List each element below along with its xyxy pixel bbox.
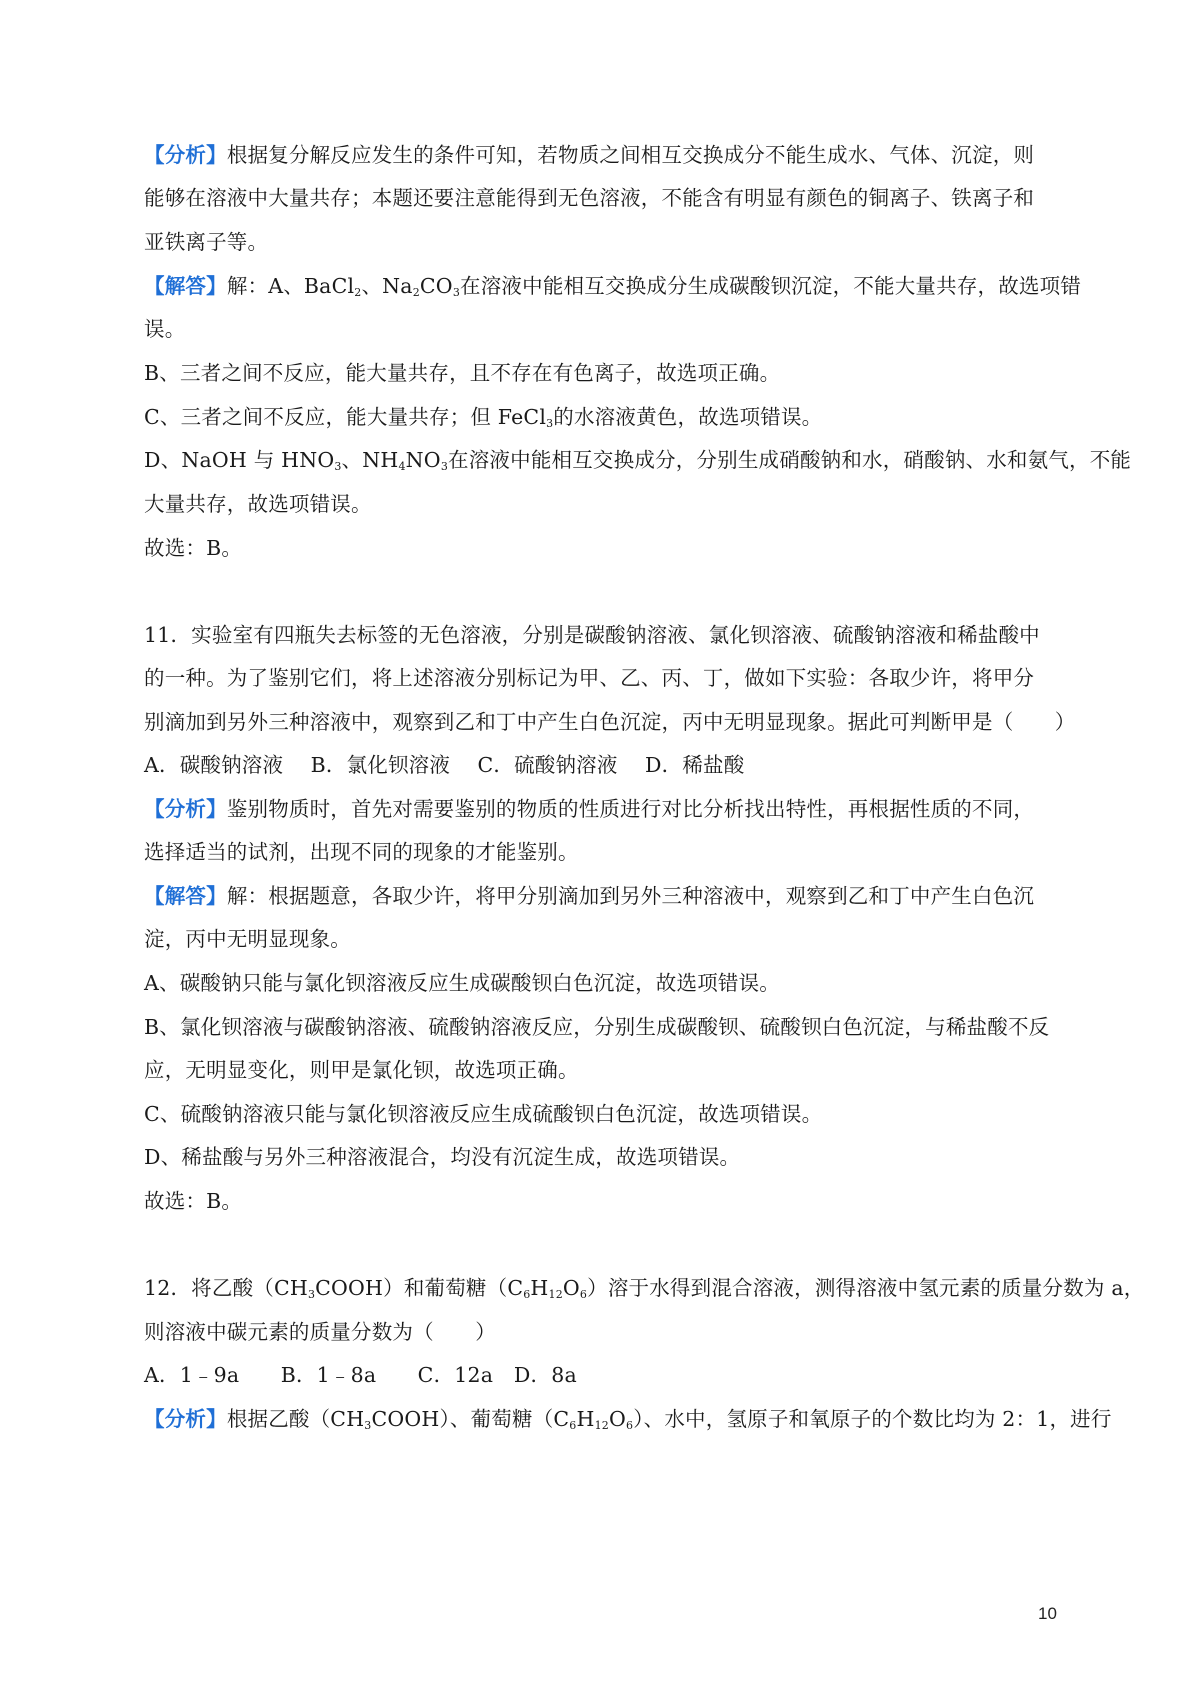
q10-analysis-line-2: 能够在溶液中大量共存；本题还要注意能得到无色溶液，不能含有明显有颜色的铜离子、铁离子和 [144, 186, 1035, 210]
analysis-tag: 【分析】 [144, 1407, 227, 1431]
q11-stem-line-2: 的一种。为了鉴别它们，将上述溶液分别标记为甲、乙、丙、丁，做如下实验：各取少许，将甲分 [144, 666, 1035, 690]
q11-option-c-explanation: C、硫酸钠溶液只能与氯化钡溶液反应生成硫酸钡白色沉淀，故选项错误。 [144, 1102, 823, 1126]
q11-options: A．碳酸钠溶液 B．氯化钡溶液 C．硫酸钠溶液 D．稀盐酸 [144, 753, 745, 777]
q11-analysis-line-2: 选择适当的试剂，出现不同的现象的才能鉴别。 [144, 840, 579, 864]
answer-tag: 【解答】 [144, 274, 227, 298]
q11-analysis-line-1: 【分析】鉴别物质时，首先对需要鉴别的物质的性质进行对比分析找出特性，再根据性质的不同， [144, 797, 1035, 821]
answer-tag: 【解答】 [144, 884, 227, 908]
q10-analysis-line-3: 亚铁离子等。 [144, 230, 269, 254]
q10-final-choice: 故选：B。 [144, 536, 243, 560]
q11-answer-line-1: 【解答】解：根据题意，各取少许，将甲分别滴加到另外三种溶液中，观察到乙和丁中产生白色沉 [144, 884, 1035, 908]
q11-option-b-explanation-2: 应，无明显变化，则甲是氯化钡，故选项正确。 [144, 1058, 579, 1082]
analysis-tag: 【分析】 [144, 797, 227, 821]
q12-stem-line-1: 12．将乙酸$(CH_3COOH)$和葡萄糖$(C_6H_{12}O_6)$溶于水得到混合溶液，测得溶液中氢元素的质量分数为 a， [144, 1276, 1145, 1301]
q10-option-b-explanation: B、三者之间不反应，能大量共存，且不存在有色离子，故选项正确。 [144, 361, 781, 385]
q10-answer-line-2: 误。 [144, 317, 186, 341]
q12-analysis-line-1: 【分析】根据乙酸$(CH_3COOH)$、葡萄糖$(C_6H_{12}O_6)$、水中，氢原子和氧原子的个数比均为 2：1，进行 [144, 1407, 1112, 1432]
page-number: 10 [1038, 1604, 1057, 1623]
q10-answer-line-1: 【解答】解：A、BaCl$_2$、$Na_2CO_3$在溶液中能相互交换成分生成碳酸钡沉淀，不能大量共存，故选项错 [144, 274, 1082, 299]
q10-option-d-explanation-1: D、NaOH 与 $HNO_3$、$NH_4NO_3$在溶液中能相互交换成分，分别生成硝酸钠和水，硝酸钠、水和氨气，不能 [144, 448, 1132, 473]
q11-stem-line-1: 11．实验室有四瓶失去标签的无色溶液，分别是碳酸钠溶液、氯化钡溶液、硫酸钠溶液和稀盐酸中 [144, 623, 1040, 647]
q12-options: A．1﹣9a B．1﹣8a C．12a D．8a [144, 1363, 577, 1387]
q10-option-d-explanation-2: 大量共存，故选项错误。 [144, 492, 372, 516]
q11-option-d-explanation: D、稀盐酸与另外三种溶液混合，均没有沉淀生成，故选项错误。 [144, 1145, 741, 1169]
q11-final-choice: 故选：B。 [144, 1189, 243, 1213]
q11-stem-line-3: 别滴加到另外三种溶液中，观察到乙和丁中产生白色沉淀，丙中无明显现象。据此可判断甲是（ ） [144, 710, 1076, 734]
q11-option-b-explanation-1: B、氯化钡溶液与碳酸钠溶液、硫酸钠溶液反应，分别生成碳酸钡、硫酸钡白色沉淀，与稀盐酸不反 [144, 1015, 1050, 1039]
q10-option-c-explanation: C、三者之间不反应，能大量共存；但 FeCl$_3$的水溶液黄色，故选项错误。 [144, 405, 823, 430]
q12-stem-line-2: 则溶液中碳元素的质量分数为（ ） [144, 1320, 496, 1344]
q10-analysis-line-1: 【分析】根据复分解反应发生的条件可知，若物质之间相互交换成分不能生成水、气体、沉淀，则 [144, 143, 1035, 167]
q11-answer-line-2: 淀，丙中无明显现象。 [144, 927, 351, 951]
analysis-tag: 【分析】 [144, 143, 227, 167]
q11-option-a-explanation: A、碳酸钠只能与氯化钡溶液反应生成碳酸钡白色沉淀，故选项错误。 [144, 971, 781, 995]
